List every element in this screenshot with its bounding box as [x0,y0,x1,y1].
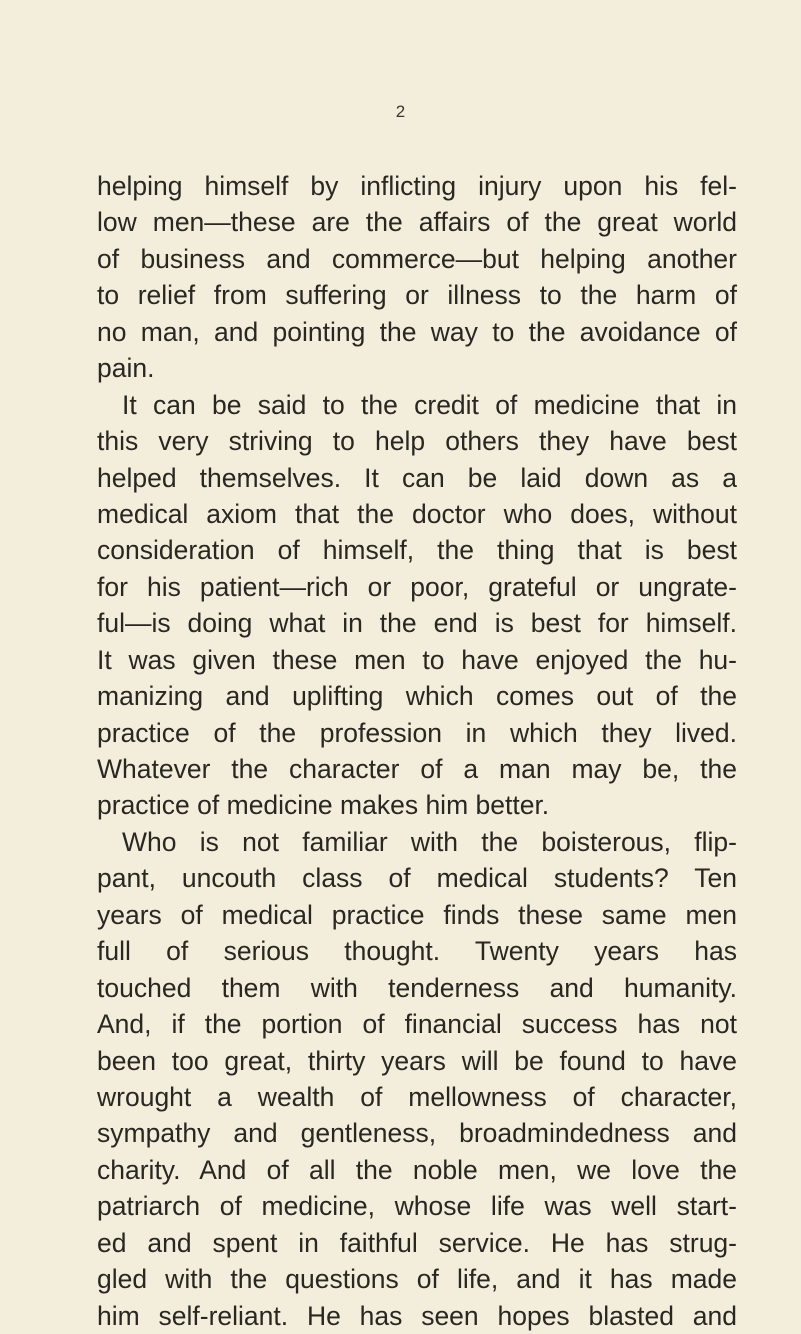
text-line: sympathy and gentleness, broadmindedness and [97,1118,737,1149]
text-line: this very striving to help others they have best [97,426,737,457]
text-line: medical axiom that the doctor who does, without [97,498,737,529]
text-line: pain. [97,353,155,384]
text-line: for his patient—rich or poor, grateful or ungrate- [97,571,737,602]
text-line: low men—these are the affairs of the great world [97,207,737,238]
text-line: been too great, thirty years will be found to have [97,1045,737,1076]
text-line: helping himself by inflicting injury upon his fel- [97,171,737,201]
text-line: of business and commerce—but helping another [97,243,737,274]
text-line: practice of the profession in which they lived. [97,717,737,748]
text-line: And, if the portion of financial success has not [97,1009,737,1040]
text-line: practice of medicine makes him better. [97,790,550,821]
text-line: It was given these men to have enjoyed the hu- [97,644,737,675]
text-line: ed and spent in faithful service. He has strug- [97,1227,737,1258]
text-line: touched them with tenderness and humanity. [97,972,737,1003]
text-line: Whatever the character of a man may be, the [97,754,737,784]
text-line: pant, uncouth class of medical students? Ten [97,863,737,894]
page-number: 2 [395,102,406,121]
text-line: wrought a wealth of mellowness of character, [97,1081,737,1112]
text-line: years of medical practice finds these same men [97,899,737,930]
text-line: helped themselves. It can be laid down as a [97,462,737,493]
text-line: consideration of himself, the thing that is best [97,535,737,566]
text-line: no man, and pointing the way to the avoidance of [97,316,737,347]
text-line: gled with the questions of life, and it has made [97,1264,737,1295]
text-line: ful—is doing what in the end is best for himself. [97,608,737,639]
text-line: Who is not familiar with the boisterous, flip- [122,826,737,857]
body-text [97,168,737,1334]
text-line: patriarch of medicine, whose life was well start- [97,1191,737,1222]
text-line: It can be said to the credit of medicine that in [122,389,737,420]
text-line: manizing and uplifting which comes out of the [97,681,737,712]
text-line: full of serious thought. Twenty years has [97,936,737,967]
text-line: him self-reliant. He has seen hopes blasted and [97,1300,737,1331]
text-line: charity. And of all the noble men, we love the [97,1154,737,1185]
text-line: to relief from suffering or illness to the harm of [97,280,737,311]
